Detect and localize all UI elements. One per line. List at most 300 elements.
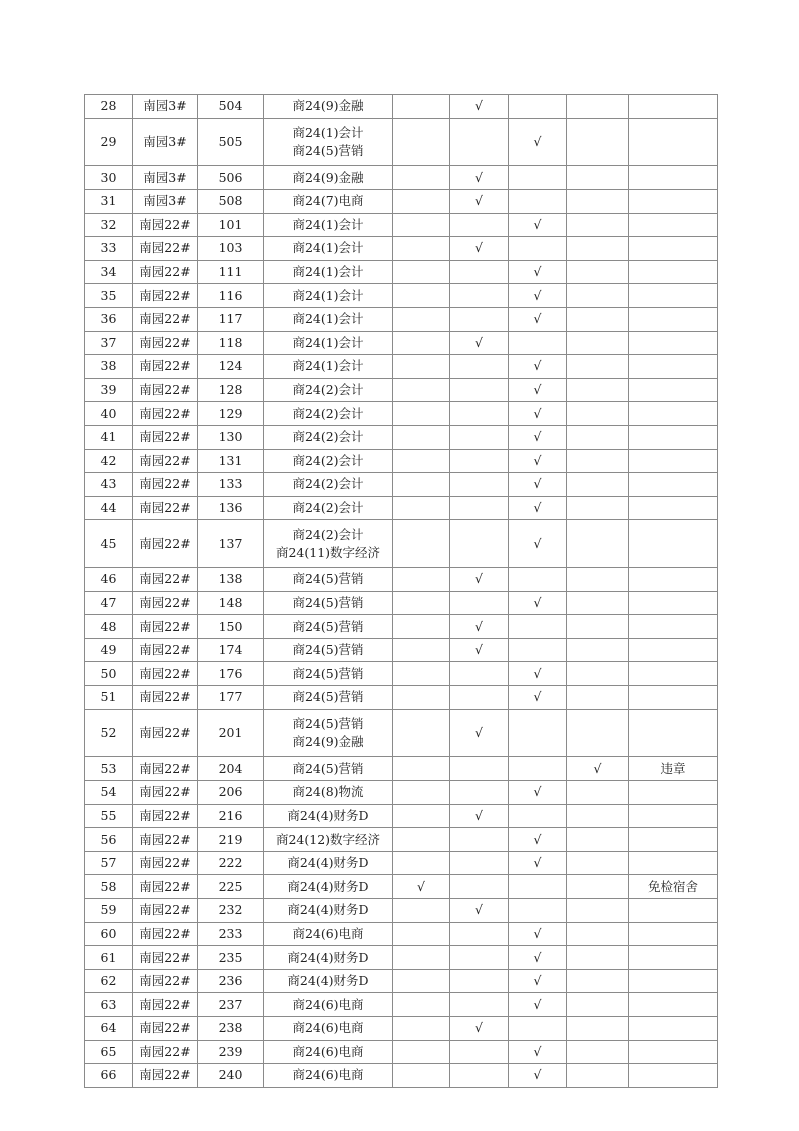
class-name: 商24(2)会计 bbox=[292, 382, 364, 398]
row-number-cell: 57 bbox=[85, 851, 133, 875]
note-cell bbox=[629, 95, 718, 119]
note-cell bbox=[629, 473, 718, 497]
table-row bbox=[85, 189, 718, 213]
class-name: 商24(1)会计 bbox=[292, 264, 364, 280]
note-cell bbox=[629, 851, 718, 875]
row-number-cell: 37 bbox=[85, 331, 133, 355]
class-name: 商24(4)财务D bbox=[287, 855, 369, 871]
row-number-cell: 34 bbox=[85, 260, 133, 284]
check-column-c-cell: √ bbox=[509, 969, 567, 993]
room-number-cell: 124 bbox=[198, 355, 264, 379]
check-column-d-cell bbox=[567, 95, 629, 119]
check-column-a-cell bbox=[393, 378, 450, 402]
check-column-c-cell: √ bbox=[509, 662, 567, 686]
check-column-d-cell: √ bbox=[567, 757, 629, 781]
class-cell bbox=[264, 709, 393, 757]
row-number-cell: 51 bbox=[85, 686, 133, 710]
class-name: 商24(2)会计 bbox=[292, 429, 364, 445]
check-column-b-cell: √ bbox=[450, 166, 509, 190]
check-column-a-cell bbox=[393, 95, 450, 119]
class-cell bbox=[264, 213, 393, 237]
room-number-cell: 129 bbox=[198, 402, 264, 426]
building-cell: 南园22# bbox=[133, 662, 198, 686]
building-cell: 南园22# bbox=[133, 993, 198, 1017]
class-cell bbox=[264, 166, 393, 190]
table-row bbox=[85, 284, 718, 308]
check-column-a-cell bbox=[393, 686, 450, 710]
building-cell: 南园22# bbox=[133, 591, 198, 615]
check-column-d-cell bbox=[567, 166, 629, 190]
note-cell bbox=[629, 804, 718, 828]
room-number-cell: 131 bbox=[198, 449, 264, 473]
row-number-cell: 54 bbox=[85, 781, 133, 805]
building-cell: 南园22# bbox=[133, 709, 198, 757]
check-column-b-cell bbox=[450, 757, 509, 781]
check-column-a-cell bbox=[393, 189, 450, 213]
class-cell bbox=[264, 307, 393, 331]
class-name: 商24(4)财务D bbox=[287, 973, 369, 989]
table-row bbox=[85, 1040, 718, 1064]
class-name: 商24(1)会计 bbox=[292, 358, 364, 374]
room-number-cell: 116 bbox=[198, 284, 264, 308]
room-number-cell: 201 bbox=[198, 709, 264, 757]
check-column-b-cell: √ bbox=[450, 804, 509, 828]
row-number-cell: 55 bbox=[85, 804, 133, 828]
check-column-c-cell: √ bbox=[509, 828, 567, 852]
room-number-cell: 233 bbox=[198, 922, 264, 946]
building-cell: 南园22# bbox=[133, 425, 198, 449]
class-name: 商24(5)营销 bbox=[292, 760, 364, 776]
row-number-cell: 66 bbox=[85, 1064, 133, 1088]
room-number-cell: 111 bbox=[198, 260, 264, 284]
row-number-cell: 59 bbox=[85, 899, 133, 923]
note-cell bbox=[629, 331, 718, 355]
check-column-d-cell bbox=[567, 260, 629, 284]
note-cell bbox=[629, 686, 718, 710]
class-name: 商24(6)电商 bbox=[292, 1020, 364, 1036]
check-column-a-cell bbox=[393, 1040, 450, 1064]
table-row bbox=[85, 378, 718, 402]
note-cell bbox=[629, 355, 718, 379]
note-cell bbox=[629, 166, 718, 190]
class-name: 商24(9)金融 bbox=[292, 169, 364, 185]
note-cell: 免检宿舍 bbox=[629, 875, 718, 899]
check-column-c-cell: √ bbox=[509, 851, 567, 875]
check-column-d-cell bbox=[567, 237, 629, 261]
note-cell bbox=[629, 1016, 718, 1040]
check-column-c-cell: √ bbox=[509, 1040, 567, 1064]
check-column-d-cell bbox=[567, 686, 629, 710]
table-row bbox=[85, 1064, 718, 1088]
class-cell bbox=[264, 662, 393, 686]
table-row bbox=[85, 781, 718, 805]
class-name: 商24(6)电商 bbox=[292, 925, 364, 941]
table-row bbox=[85, 260, 718, 284]
class-cell bbox=[264, 993, 393, 1017]
row-number-cell: 33 bbox=[85, 237, 133, 261]
class-name: 商24(2)会计 bbox=[292, 500, 364, 515]
table-row bbox=[85, 355, 718, 379]
check-column-b-cell bbox=[450, 1064, 509, 1088]
row-number-cell: 36 bbox=[85, 307, 133, 331]
building-cell: 南园22# bbox=[133, 969, 198, 993]
note-cell bbox=[629, 993, 718, 1017]
check-column-a-cell bbox=[393, 118, 450, 166]
note-cell bbox=[629, 520, 718, 568]
room-number-cell: 240 bbox=[198, 1064, 264, 1088]
room-number-cell: 103 bbox=[198, 237, 264, 261]
table-row bbox=[85, 851, 718, 875]
class-cell bbox=[264, 496, 393, 520]
table-row bbox=[85, 331, 718, 355]
table-row bbox=[85, 520, 718, 568]
room-number-cell: 176 bbox=[198, 662, 264, 686]
room-number-cell: 136 bbox=[198, 496, 264, 520]
check-column-b-cell: √ bbox=[450, 709, 509, 757]
class-cell bbox=[264, 851, 393, 875]
check-column-c-cell: √ bbox=[509, 355, 567, 379]
building-cell: 南园22# bbox=[133, 307, 198, 331]
class-name: 商24(4)财务D bbox=[287, 878, 369, 894]
check-column-a-cell bbox=[393, 402, 450, 426]
class-name: 商24(6)电商 bbox=[292, 996, 364, 1012]
building-cell: 南园22# bbox=[133, 922, 198, 946]
note-cell bbox=[629, 615, 718, 639]
table-row bbox=[85, 449, 718, 473]
class-cell bbox=[264, 284, 393, 308]
row-number-cell: 35 bbox=[85, 284, 133, 308]
row-number-cell: 63 bbox=[85, 993, 133, 1017]
check-column-d-cell bbox=[567, 875, 629, 899]
check-column-c-cell: √ bbox=[509, 946, 567, 970]
check-column-d-cell bbox=[567, 1064, 629, 1088]
table-row bbox=[85, 496, 718, 520]
check-column-b-cell bbox=[450, 875, 509, 899]
class-name: 商24(5)营销 bbox=[292, 665, 364, 681]
table-row bbox=[85, 118, 718, 166]
room-number-cell: 177 bbox=[198, 686, 264, 710]
class-cell bbox=[264, 875, 393, 899]
check-column-b-cell: √ bbox=[450, 899, 509, 923]
table-row bbox=[85, 969, 718, 993]
class-name: 商24(5)营销 bbox=[292, 689, 364, 705]
check-column-d-cell bbox=[567, 922, 629, 946]
building-cell: 南园22# bbox=[133, 757, 198, 781]
note-cell bbox=[629, 638, 718, 662]
building-cell: 南园22# bbox=[133, 237, 198, 261]
room-number-cell: 225 bbox=[198, 875, 264, 899]
building-cell: 南园22# bbox=[133, 946, 198, 970]
note-cell bbox=[629, 828, 718, 852]
table-row bbox=[85, 946, 718, 970]
room-number-cell: 138 bbox=[198, 568, 264, 592]
row-number-cell: 61 bbox=[85, 946, 133, 970]
room-number-cell: 508 bbox=[198, 189, 264, 213]
check-column-b-cell bbox=[450, 496, 509, 520]
check-column-b-cell bbox=[450, 402, 509, 426]
check-column-c-cell: √ bbox=[509, 496, 567, 520]
check-column-c-cell bbox=[509, 568, 567, 592]
building-cell: 南园3# bbox=[133, 95, 198, 119]
check-column-b-cell bbox=[450, 213, 509, 237]
check-column-a-cell bbox=[393, 662, 450, 686]
room-number-cell: 206 bbox=[198, 781, 264, 805]
check-column-a-cell bbox=[393, 355, 450, 379]
class-name: 商24(2)会计 bbox=[292, 405, 364, 421]
check-column-d-cell bbox=[567, 449, 629, 473]
check-column-b-cell: √ bbox=[450, 331, 509, 355]
building-cell: 南园22# bbox=[133, 1064, 198, 1088]
class-name: 商24(7)电商 bbox=[292, 193, 364, 209]
room-number-cell: 237 bbox=[198, 993, 264, 1017]
check-column-a-cell bbox=[393, 284, 450, 308]
check-column-d-cell bbox=[567, 946, 629, 970]
check-column-c-cell: √ bbox=[509, 284, 567, 308]
check-column-c-cell: √ bbox=[509, 1064, 567, 1088]
check-column-b-cell: √ bbox=[450, 189, 509, 213]
check-column-c-cell bbox=[509, 95, 567, 119]
check-column-b-cell bbox=[450, 662, 509, 686]
room-number-cell: 238 bbox=[198, 1016, 264, 1040]
class-name: 商24(2)会计 bbox=[292, 526, 364, 542]
check-column-b-cell bbox=[450, 946, 509, 970]
check-column-a-cell bbox=[393, 851, 450, 875]
table-row bbox=[85, 402, 718, 426]
check-column-c-cell: √ bbox=[509, 118, 567, 166]
check-column-c-cell bbox=[509, 638, 567, 662]
room-number-cell: 216 bbox=[198, 804, 264, 828]
building-cell: 南园22# bbox=[133, 1016, 198, 1040]
note-cell bbox=[629, 378, 718, 402]
class-name: 商24(5)营销 bbox=[292, 571, 364, 587]
class-name: 商24(2)会计 bbox=[292, 452, 364, 468]
class-cell bbox=[264, 402, 393, 426]
check-column-d-cell bbox=[567, 993, 629, 1017]
table-row bbox=[85, 875, 718, 899]
check-column-b-cell bbox=[450, 284, 509, 308]
building-cell: 南园22# bbox=[133, 213, 198, 237]
class-cell bbox=[264, 899, 393, 923]
check-column-b-cell: √ bbox=[450, 615, 509, 639]
check-column-d-cell bbox=[567, 307, 629, 331]
check-column-a-cell bbox=[393, 425, 450, 449]
class-name: 商24(5)营销 bbox=[292, 618, 364, 634]
class-cell bbox=[264, 473, 393, 497]
room-number-cell: 504 bbox=[198, 95, 264, 119]
table-row bbox=[85, 473, 718, 497]
building-cell: 南园22# bbox=[133, 331, 198, 355]
room-number-cell: 174 bbox=[198, 638, 264, 662]
check-column-b-cell bbox=[450, 969, 509, 993]
note-cell bbox=[629, 781, 718, 805]
check-column-a-cell bbox=[393, 260, 450, 284]
building-cell: 南园22# bbox=[133, 899, 198, 923]
class-cell bbox=[264, 449, 393, 473]
check-column-c-cell bbox=[509, 1016, 567, 1040]
note-cell bbox=[629, 1040, 718, 1064]
check-column-b-cell: √ bbox=[450, 1016, 509, 1040]
building-cell: 南园22# bbox=[133, 449, 198, 473]
row-number-cell: 40 bbox=[85, 402, 133, 426]
check-column-b-cell bbox=[450, 1040, 509, 1064]
check-column-b-cell bbox=[450, 425, 509, 449]
building-cell: 南园3# bbox=[133, 189, 198, 213]
table-row bbox=[85, 709, 718, 757]
check-column-a-cell bbox=[393, 709, 450, 757]
check-column-c-cell: √ bbox=[509, 449, 567, 473]
class-cell bbox=[264, 781, 393, 805]
check-column-d-cell bbox=[567, 378, 629, 402]
note-cell bbox=[629, 1064, 718, 1088]
check-column-d-cell bbox=[567, 118, 629, 166]
note-cell bbox=[629, 260, 718, 284]
check-column-d-cell bbox=[567, 284, 629, 308]
class-cell bbox=[264, 922, 393, 946]
room-number-cell: 117 bbox=[198, 307, 264, 331]
check-column-c-cell: √ bbox=[509, 402, 567, 426]
note-cell bbox=[629, 118, 718, 166]
check-column-b-cell bbox=[450, 520, 509, 568]
building-cell: 南园3# bbox=[133, 166, 198, 190]
class-name: 商24(1)会计 bbox=[292, 240, 364, 256]
check-column-c-cell: √ bbox=[509, 591, 567, 615]
check-column-a-cell bbox=[393, 969, 450, 993]
room-number-cell: 150 bbox=[198, 615, 264, 639]
check-column-c-cell: √ bbox=[509, 520, 567, 568]
room-number-cell: 219 bbox=[198, 828, 264, 852]
building-cell: 南园22# bbox=[133, 378, 198, 402]
table-row bbox=[85, 804, 718, 828]
building-cell: 南园22# bbox=[133, 828, 198, 852]
table-row bbox=[85, 615, 718, 639]
check-column-b-cell bbox=[450, 260, 509, 284]
row-number-cell: 41 bbox=[85, 425, 133, 449]
note-cell bbox=[629, 969, 718, 993]
room-number-cell: 204 bbox=[198, 757, 264, 781]
table-row bbox=[85, 662, 718, 686]
row-number-cell: 29 bbox=[85, 118, 133, 166]
note-cell bbox=[629, 213, 718, 237]
dorm-inspection-table bbox=[84, 94, 718, 1088]
class-cell bbox=[264, 355, 393, 379]
row-number-cell: 31 bbox=[85, 189, 133, 213]
class-cell bbox=[264, 1016, 393, 1040]
check-column-d-cell bbox=[567, 1040, 629, 1064]
row-number-cell: 39 bbox=[85, 378, 133, 402]
table-body bbox=[85, 95, 718, 1088]
building-cell: 南园22# bbox=[133, 520, 198, 568]
check-column-c-cell: √ bbox=[509, 378, 567, 402]
class-cell bbox=[264, 237, 393, 261]
building-cell: 南园22# bbox=[133, 686, 198, 710]
note-cell bbox=[629, 568, 718, 592]
class-cell bbox=[264, 425, 393, 449]
row-number-cell: 53 bbox=[85, 757, 133, 781]
check-column-c-cell: √ bbox=[509, 425, 567, 449]
check-column-d-cell bbox=[567, 189, 629, 213]
class-cell bbox=[264, 969, 393, 993]
check-column-a-cell bbox=[393, 473, 450, 497]
check-column-d-cell bbox=[567, 662, 629, 686]
check-column-b-cell bbox=[450, 686, 509, 710]
note-cell bbox=[629, 284, 718, 308]
class-cell bbox=[264, 1040, 393, 1064]
room-number-cell: 101 bbox=[198, 213, 264, 237]
class-name: 商24(5)营销 bbox=[292, 716, 364, 732]
row-number-cell: 45 bbox=[85, 520, 133, 568]
check-column-a-cell bbox=[393, 166, 450, 190]
class-name: 商24(6)电商 bbox=[292, 1043, 364, 1059]
check-column-d-cell bbox=[567, 804, 629, 828]
table-row bbox=[85, 686, 718, 710]
class-name: 商24(1)会计 bbox=[292, 216, 364, 232]
table-row bbox=[85, 922, 718, 946]
check-column-d-cell bbox=[567, 638, 629, 662]
class-cell bbox=[264, 331, 393, 355]
class-cell bbox=[264, 378, 393, 402]
class-name: 商24(9)金融 bbox=[292, 98, 364, 114]
class-cell bbox=[264, 568, 393, 592]
class-name: 商24(8)物流 bbox=[292, 784, 364, 800]
row-number-cell: 49 bbox=[85, 638, 133, 662]
building-cell: 南园22# bbox=[133, 402, 198, 426]
check-column-d-cell bbox=[567, 473, 629, 497]
row-number-cell: 60 bbox=[85, 922, 133, 946]
row-number-cell: 58 bbox=[85, 875, 133, 899]
check-column-a-cell bbox=[393, 307, 450, 331]
building-cell: 南园22# bbox=[133, 568, 198, 592]
table-row bbox=[85, 568, 718, 592]
table-row bbox=[85, 638, 718, 662]
check-column-c-cell: √ bbox=[509, 260, 567, 284]
building-cell: 南园3# bbox=[133, 118, 198, 166]
row-number-cell: 64 bbox=[85, 1016, 133, 1040]
check-column-a-cell bbox=[393, 213, 450, 237]
class-name: 商24(12)数字经济 bbox=[275, 831, 381, 847]
check-column-a-cell bbox=[393, 757, 450, 781]
class-cell bbox=[264, 615, 393, 639]
class-name: 商24(1)会计 bbox=[292, 287, 364, 303]
building-cell: 南园22# bbox=[133, 851, 198, 875]
check-column-d-cell bbox=[567, 899, 629, 923]
class-name: 商24(4)财务D bbox=[287, 902, 369, 918]
building-cell: 南园22# bbox=[133, 781, 198, 805]
check-column-a-cell bbox=[393, 591, 450, 615]
row-number-cell: 62 bbox=[85, 969, 133, 993]
check-column-b-cell bbox=[450, 993, 509, 1017]
row-number-cell: 43 bbox=[85, 473, 133, 497]
table-row bbox=[85, 1016, 718, 1040]
room-number-cell: 128 bbox=[198, 378, 264, 402]
check-column-a-cell bbox=[393, 828, 450, 852]
check-column-d-cell bbox=[567, 591, 629, 615]
room-number-cell: 505 bbox=[198, 118, 264, 166]
note-cell bbox=[629, 591, 718, 615]
class-name: 商24(1)会计 bbox=[292, 124, 364, 140]
check-column-b-cell: √ bbox=[450, 638, 509, 662]
row-number-cell: 30 bbox=[85, 166, 133, 190]
check-column-a-cell bbox=[393, 781, 450, 805]
class-cell bbox=[264, 757, 393, 781]
check-column-d-cell bbox=[567, 213, 629, 237]
check-column-b-cell bbox=[450, 307, 509, 331]
check-column-d-cell bbox=[567, 496, 629, 520]
row-number-cell: 48 bbox=[85, 615, 133, 639]
class-cell bbox=[264, 638, 393, 662]
check-column-a-cell bbox=[393, 804, 450, 828]
room-number-cell: 236 bbox=[198, 969, 264, 993]
note-cell bbox=[629, 946, 718, 970]
